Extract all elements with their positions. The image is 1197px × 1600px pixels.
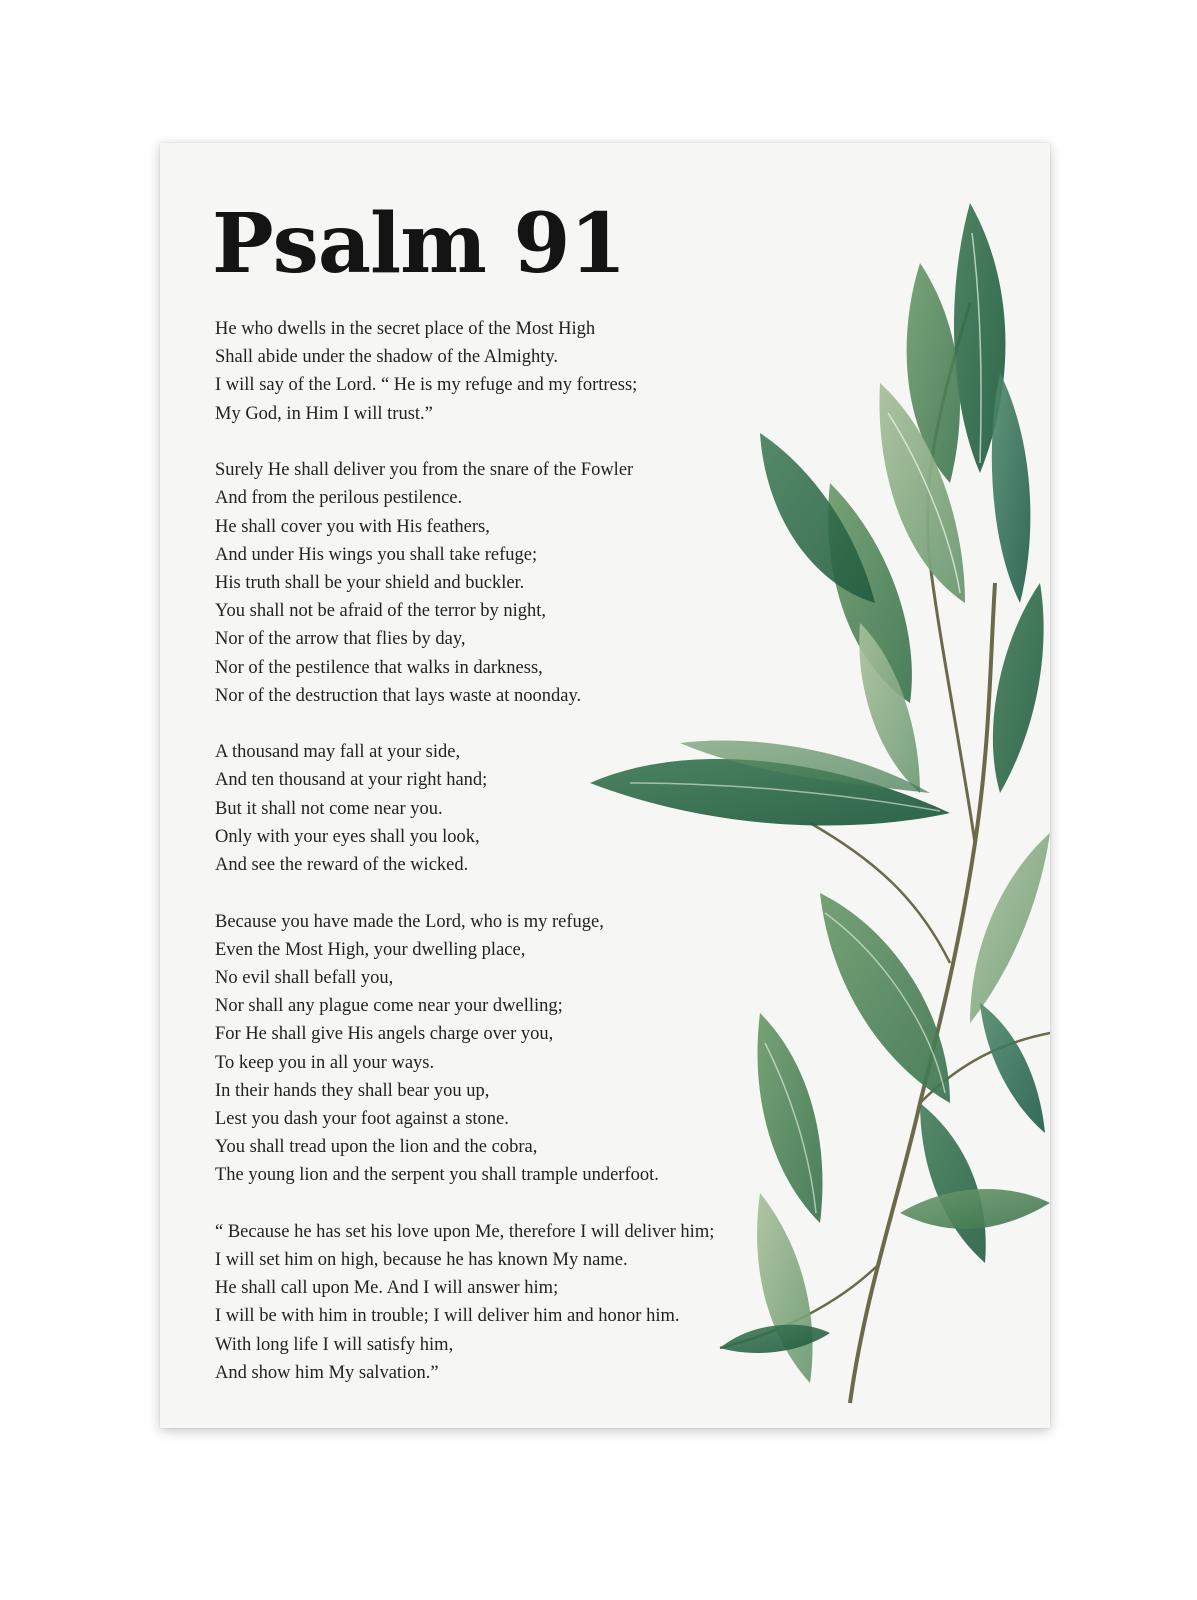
stanza	[215, 315, 815, 428]
verse-line: The young lion and the serpent you shall trample underfoot.	[215, 1165, 659, 1186]
verse-line: Nor shall any plague come near your dwelling;	[215, 996, 563, 1017]
verse-line: In their hands they shall bear you up,	[215, 1080, 490, 1101]
verse-line: His truth shall be your shield and buckler.	[215, 572, 525, 593]
verse-line: Even the Most High, your dwelling place,	[215, 939, 526, 960]
verse-line: But it shall not come near you.	[215, 798, 443, 819]
psalm-poster	[160, 143, 1050, 1428]
leaf	[980, 1003, 1045, 1133]
stanza	[215, 1218, 815, 1387]
verse-line: He who dwells in the secret place of the Most High	[215, 319, 596, 339]
stanza	[215, 908, 815, 1190]
leaf	[900, 1189, 1050, 1229]
verse-line: Lest you dash your foot against a stone.	[215, 1108, 509, 1129]
verse-line: Because you have made the Lord, who is my refuge,	[215, 911, 604, 932]
verse-line: You shall tread upon the lion and the cobra,	[215, 1137, 538, 1158]
leaf	[970, 833, 1050, 1023]
verse-line: He shall cover you with His feathers,	[215, 516, 490, 537]
verse-line: With long life I will satisfy him,	[215, 1334, 454, 1355]
verse-line: A thousand may fall at your side,	[215, 742, 461, 763]
verse-line: Surely He shall deliver you from the snare of the Fowler	[215, 460, 634, 481]
verse-line: And ten thousand at your right hand;	[215, 770, 488, 791]
verse-line: I will set him on high, because he has known My name.	[215, 1250, 628, 1271]
verse-line: You shall not be afraid of the terror by night,	[215, 601, 547, 622]
verse-line: Nor of the arrow that flies by day,	[215, 629, 466, 650]
leaf	[993, 583, 1044, 793]
verse-line: To keep you in all your ways.	[215, 1052, 435, 1073]
stanza	[215, 738, 815, 879]
verse-line: Nor of the pestilence that walks in darkness,	[215, 657, 543, 678]
verse-line: And see the reward of the wicked.	[215, 855, 469, 876]
psalm-text	[215, 315, 815, 1415]
verse-line: He shall call upon Me. And I will answer him;	[215, 1278, 559, 1299]
verse-line: “ Because he has set his love upon Me, therefore I will deliver him;	[215, 1221, 715, 1242]
leaf	[992, 373, 1031, 603]
verse-line: And show him My salvation.”	[215, 1362, 439, 1383]
verse-line: Only with your eyes shall you look,	[215, 826, 480, 847]
verse-line: My God, in Him I will trust.”	[215, 403, 433, 424]
verse-line: And from the perilous pestilence.	[215, 488, 463, 509]
verse-line: Nor of the destruction that lays waste at noonday.	[215, 685, 582, 706]
stanza	[215, 456, 815, 710]
verse-line: I will be with him in trouble; I will deliver him and honor him.	[215, 1306, 680, 1327]
verse-line: I will say of the Lord. “ He is my refuge and my fortress;	[215, 375, 638, 396]
page-title: Psalm 91	[212, 196, 626, 292]
verse-line: No evil shall befall you,	[215, 967, 394, 988]
leaf	[920, 1103, 986, 1263]
verse-line: For He shall give His angels charge over you,	[215, 1024, 554, 1045]
verse-line: And under His wings you shall take refuge;	[215, 544, 538, 565]
verse-line: Shall abide under the shadow of the Almighty.	[215, 347, 559, 368]
